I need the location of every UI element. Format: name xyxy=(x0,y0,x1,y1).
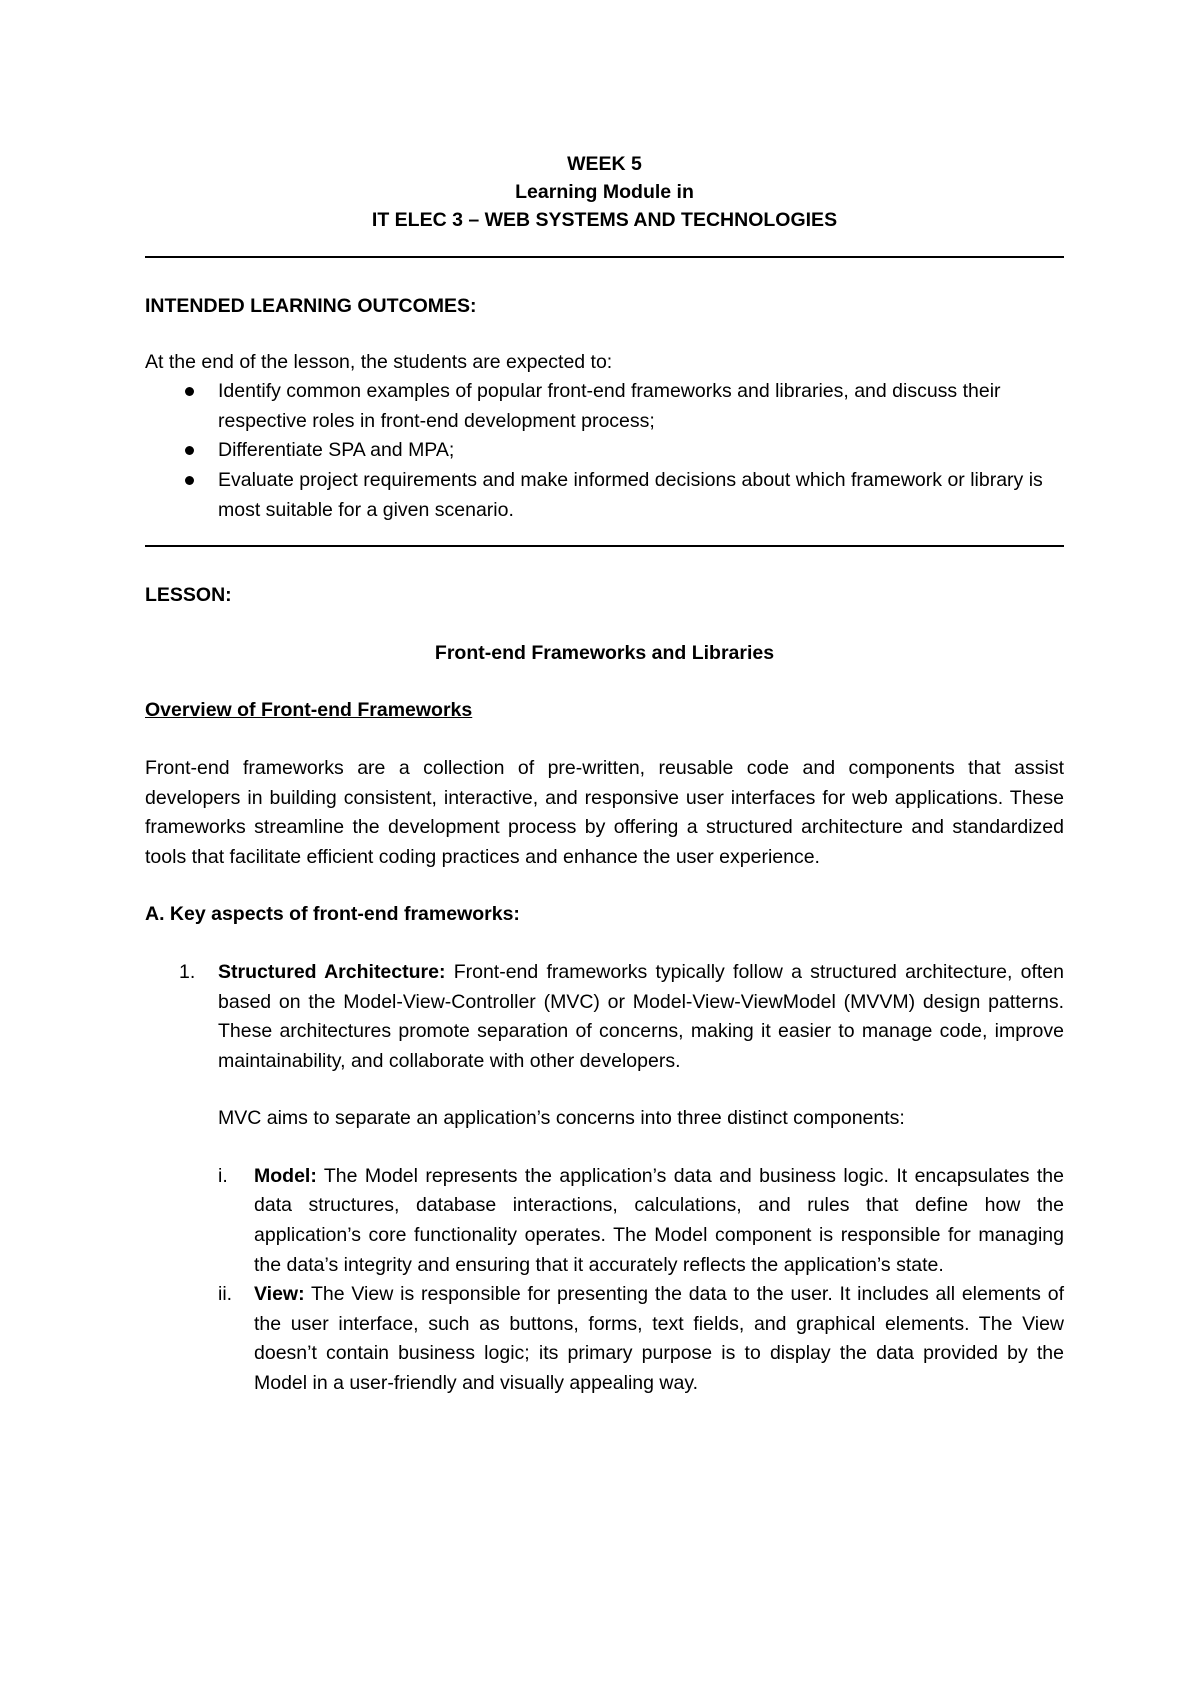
week-label: WEEK 5 xyxy=(567,153,642,175)
course-title: IT ELEC 3 – WEB SYSTEMS AND TECHNOLOGIES xyxy=(371,209,838,231)
document-header xyxy=(145,150,1064,234)
divider-top xyxy=(145,256,1064,258)
mvc-component-term: View: xyxy=(254,1283,305,1306)
lesson-title: Front-end Frameworks and Libraries xyxy=(434,641,775,664)
mvc-intro: MVC aims to separate an application’s concerns into three distinct components: xyxy=(218,1107,905,1130)
key-aspects-heading: A. Key aspects of front-end frameworks: xyxy=(145,903,520,926)
outcome-item: Differentiate SPA and MPA; xyxy=(145,436,1064,466)
mvc-component-item xyxy=(218,1280,1064,1398)
outcome-item: Identify common examples of popular front-end frameworks and libraries, and discuss their respective roles in front-end development process; xyxy=(145,377,1064,436)
overview-heading: Overview of Front-end Frameworks xyxy=(145,699,473,722)
list-number: 1. xyxy=(179,960,196,983)
mvc-component-term: Model: xyxy=(254,1164,317,1187)
outcomes-heading: INTENDED LEARNING OUTCOMES: xyxy=(145,295,477,317)
divider-bottom xyxy=(145,545,1064,547)
outcomes-intro: At the end of the lesson, the students are expected to: xyxy=(145,350,613,373)
mvc-component-text: The View is responsible for presenting the data to the user. It includes all elements of the user interface, such as buttons, forms, text fields, and graphical elements. The View doesn’t contain business logic; its primary purpose is to display the data provided by the Model in a user-friendly and visually appealing way. xyxy=(254,1283,1064,1395)
roman-numeral: i. xyxy=(218,1164,228,1187)
lesson-heading: LESSON: xyxy=(145,584,232,607)
mvc-component-text: The Model represents the application’s data and business logic. It encapsulates the data structures, database interactions, calculations, and rules that define how the application’s core functionality operates. The Model component is responsible for managing the data’s integrity and ensuring that it accurately reflects the application’s state. xyxy=(254,1164,1064,1276)
overview-paragraph: Front-end frameworks are a collection of pre-written, reusable code and components that assist developers in building consistent, interactive, and responsive user interfaces for web applications. These frameworks streamline the development process by offering a structured architecture and standardized tools that facilitate efficient coding practices and enhance the user experience. xyxy=(145,756,1064,868)
key-aspect-item xyxy=(145,958,1064,1399)
outcomes-list xyxy=(145,377,1064,525)
mvc-component-item xyxy=(218,1162,1064,1280)
key-aspects-list xyxy=(145,958,1064,1399)
key-aspect-text: Front-end frameworks typically follow a structured architecture, often based on the Model-View-Controller (MVC) or Model-View-ViewModel (MVVM) design patterns. These architectures promote separation of concerns, making it easier to manage code, improve maintainability, and collaborate with other developers. xyxy=(218,960,1065,1072)
module-label: Learning Module in xyxy=(515,181,694,203)
outcome-item: Evaluate project requirements and make informed decisions about which framework or library is most suitable for a given scenario. xyxy=(145,466,1064,525)
key-aspect-term: Structured Architecture: xyxy=(218,960,446,983)
mvc-components-list xyxy=(218,1162,1064,1399)
roman-numeral: ii. xyxy=(218,1283,233,1306)
